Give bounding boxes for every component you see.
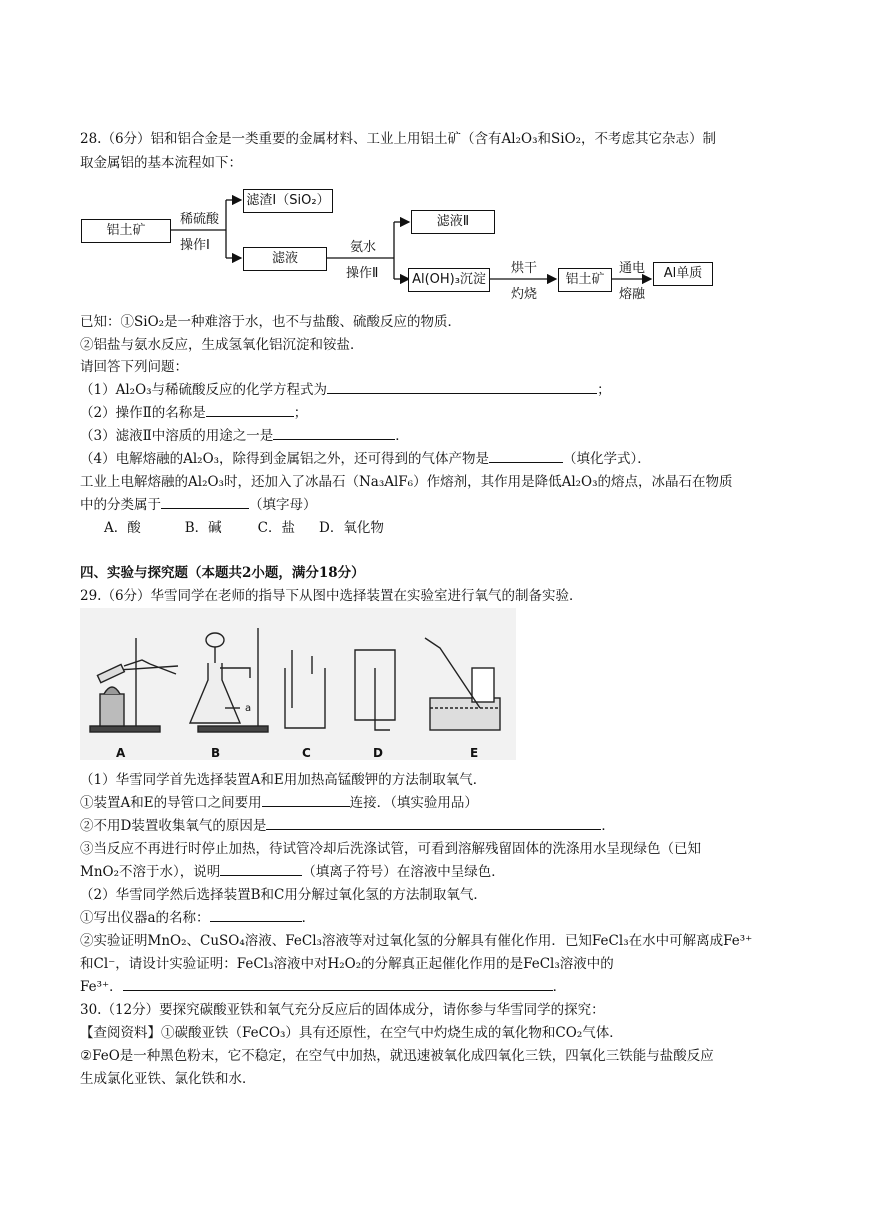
flow-precipitate-box: Al(OH)₃沉淀 [408,268,490,292]
q29-p2b1: ②实验证明MnO₂、CuSO₄溶液、FeCl₃溶液等对过氧化氢的分解具有催化作用．已知FeCl₃在水中可解离成Fe³⁺ [80,933,753,949]
q28-sub2: （2）操作Ⅱ的名称是 ； [80,405,308,421]
q29-p1c2: MnO₂不溶于水），说明 （填离子符号）在溶液中呈绿色． [80,864,505,880]
answer-blank-4[interactable] [489,450,563,463]
q28-known1: 已知：①SiO₂是一种难溶于水，也不与盐酸、硫酸反应的物质． [80,314,462,330]
flow-op2-bottom: 操作Ⅱ [346,266,379,281]
option-d[interactable]: D．氧化物 [319,520,384,536]
flow-product-box: Al单质 [653,262,713,286]
flow-filtrate2-box: 滤液Ⅱ [411,210,495,234]
label-d: D [373,746,383,760]
q29-p2b2: 和Cl⁻，请设计实验证明：FeCl₃溶液中对H₂O₂的分解真正起催化作用的是FeCl₃溶液中的 [80,956,614,972]
q28-line1: 28.（6分）铝和铝合金是一类重要的金属材料、工业上用铝土矿（含有Al₂O₃和SiO₂，不考虑其它杂志）制 [80,131,717,147]
flow-residue1-box: 滤渣Ⅰ（SiO₂） [243,189,333,213]
answer-blank-3[interactable] [273,427,395,440]
flow-op1-top: 稀硫酸 [180,212,220,227]
flow-ore2-box: 铝土矿 [558,268,612,292]
q28-known2: ②铝盐与氨水反应，生成氢氧化铝沉淀和铵盐． [80,337,364,353]
q29-p1b: ②不用D装置收集氧气的原因是 ． [80,818,615,834]
q28-options [104,519,384,537]
flow-op1-bottom: 操作Ⅰ [180,238,210,253]
flow-op4-bottom: 熔融 [619,287,646,302]
flow-op4-top: 通电 [619,261,646,276]
marker-a: a [245,703,252,714]
q29-p1a: ①装置A和E的导管口之间要用 连接．（填实验用品） [80,795,478,811]
q28-line2: 取金属铝的基本流程如下： [80,155,242,171]
option-c[interactable]: C．盐 [257,520,296,536]
answer-blank-5[interactable] [161,496,249,509]
q29-p2a: ①写出仪器a的名称： ． [80,910,316,926]
option-b[interactable]: B．碱 [184,520,222,536]
answer-blank-7[interactable] [266,817,601,830]
label-e: E [470,746,479,760]
label-c: C [302,746,311,760]
answer-blank-8[interactable] [220,863,302,876]
label-a: A [116,746,126,760]
q30-ref2b: 生成氯化亚铁、氯化铁和水． [80,1071,256,1087]
q28-sub5b: 中的分类属于 （填字母） [80,497,317,513]
answer-blank-6[interactable] [262,794,350,807]
q30-ref1: 【查阅资料】①碳酸亚铁（FeCO₃）具有还原性，在空气中灼烧生成的氧化物和CO₂气体． [80,1025,623,1041]
q29-p2b3: Fe³⁺． ． [80,979,567,995]
flow-filtrate-box: 滤液 [243,247,327,271]
section-4-heading: 四、实验与探究题（本题共2小题，满分18分） [80,565,365,581]
answer-blank-9[interactable] [210,909,302,922]
q28-sub3: （3）滤液Ⅱ中溶质的用途之一是 ． [80,428,409,444]
apparatus-drawing [80,608,516,760]
q30-line1: 30.（12分）要探究碳酸亚铁和氧气充分反应后的固体成分，请你参与华雪同学的探究： [80,1002,605,1018]
q28-sub1: （1）Al₂O₃与稀硫酸反应的化学方程式为 ； [80,382,611,398]
q29-p1c1: ③当反应不再进行时停止加热，待试管冷却后洗涤试管，可看到溶解残留固体的洗涤用水呈现绿色（已知 [80,841,701,857]
q29-line1: 29.（6分）华雪同学在老师的指导下从图中选择装置在实验室进行氧气的制备实验． [80,588,583,604]
q29-p2: （2）华雪同学然后选择装置B和C用分解过氧化氢的方法制取氧气． [80,887,487,903]
flow-op3-bottom: 灼烧 [511,287,538,302]
flow-op3-top: 烘干 [511,261,538,276]
flow-op2-top: 氨水 [350,240,377,255]
answer-blank-10[interactable] [123,978,553,991]
answer-blank-2[interactable] [206,404,294,417]
flow-ore-box: 铝土矿 [81,219,171,243]
q29-p1: （1）华雪同学首先选择装置A和E用加热高锰酸钾的方法制取氧气． [80,772,487,788]
q30-ref2a: ②FeO是一种黑色粉末，它不稳定，在空气中加热，就迅速被氧化成四氧化三铁，四氧化三铁能与盐酸反应 [80,1048,714,1064]
q28-sub5a: 工业上电解熔融的Al₂O₃时，还加入了冰晶石（Na₃AlF₆）作熔剂，其作用是降低Al₂O₃的熔点，冰晶石在物质 [80,474,733,490]
q28-ask: 请回答下列问题： [80,359,188,375]
label-b: B [211,746,221,760]
option-a[interactable]: A．酸 [104,520,141,536]
answer-blank-1[interactable] [327,381,597,394]
q28-sub4: （4）电解熔融的Al₂O₃，除得到金属铝之外，还可得到的气体产物是 （填化学式）． [80,451,651,467]
